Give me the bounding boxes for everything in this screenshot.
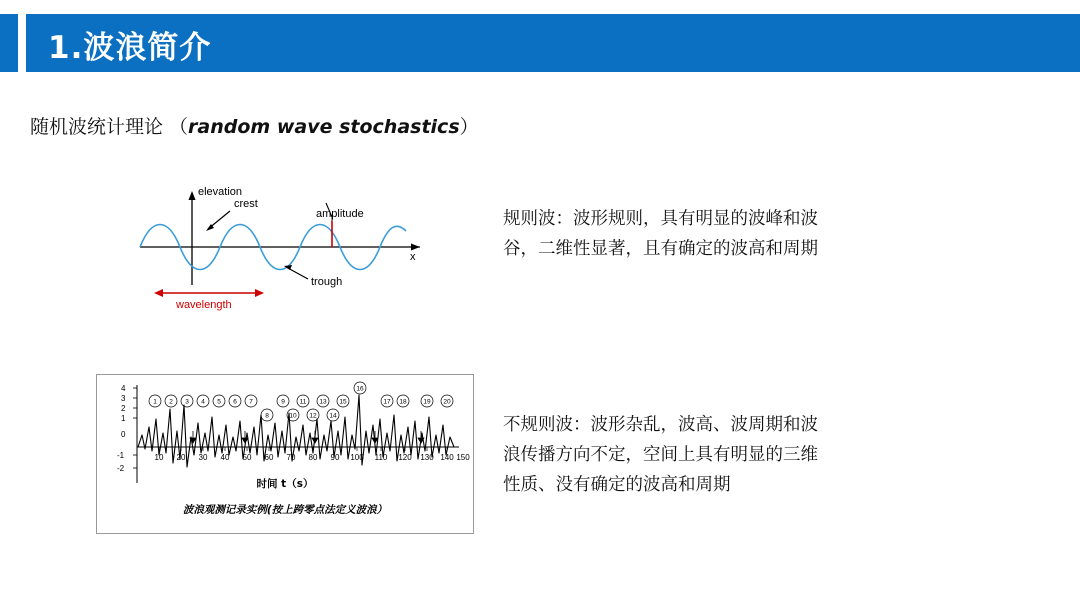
svg-text:2: 2 <box>121 404 126 413</box>
section-subtitle <box>30 112 479 139</box>
label-wavelength: wavelength <box>176 299 232 311</box>
svg-text:70: 70 <box>286 453 296 462</box>
svg-text:16: 16 <box>356 385 364 393</box>
svg-text:80: 80 <box>308 453 318 462</box>
svg-text:20: 20 <box>176 453 186 462</box>
title-accent-bar <box>18 14 26 72</box>
svg-text:14: 14 <box>329 412 337 420</box>
page-title: 1.波浪简介 <box>48 30 212 66</box>
svg-text:-2: -2 <box>117 464 125 473</box>
svg-text:4: 4 <box>201 398 205 406</box>
label-amplitude: amplitude <box>316 208 364 220</box>
svg-text:13: 13 <box>319 398 327 406</box>
svg-text:60: 60 <box>264 453 274 462</box>
svg-text:120: 120 <box>398 453 412 462</box>
svg-text:10: 10 <box>289 412 297 420</box>
svg-text:110: 110 <box>374 453 388 462</box>
svg-text:2: 2 <box>169 398 173 406</box>
svg-text:150: 150 <box>456 453 470 462</box>
svg-text:0: 0 <box>121 430 126 439</box>
regular-wave-figure <box>130 175 450 315</box>
svg-text:7: 7 <box>249 398 253 406</box>
svg-text:3: 3 <box>185 398 189 406</box>
label-elevation: elevation <box>198 186 243 198</box>
svg-text:11: 11 <box>299 398 307 406</box>
irregular-wave-figure <box>96 374 474 534</box>
svg-text:5: 5 <box>217 398 221 406</box>
svg-text:10: 10 <box>154 453 164 462</box>
irregular-wave-description: 不规则波：波形杂乱，波高、波周期和波浪传播方向不定，空间上具有明显的三维性质、没有确定的波高和周期 <box>503 415 818 495</box>
svg-text:50: 50 <box>242 453 252 462</box>
svg-text:12: 12 <box>309 412 317 420</box>
svg-text:19: 19 <box>423 398 431 406</box>
svg-text:140: 140 <box>440 453 454 462</box>
svg-text:1: 1 <box>121 414 126 423</box>
svg-text:15: 15 <box>339 398 347 406</box>
subtitle-chinese: 随机波统计理论 （ <box>30 116 189 138</box>
svg-text:90: 90 <box>330 453 340 462</box>
svg-text:20: 20 <box>443 398 451 406</box>
svg-text:-1: -1 <box>117 451 125 460</box>
svg-text:30: 30 <box>198 453 208 462</box>
svg-text:4: 4 <box>121 384 126 393</box>
regular-wave-description: 规则波：波形规则，具有明显的波峰和波谷，二维性显著，且有确定的波高和周期 <box>503 209 818 259</box>
irregular-figure-caption: 波浪观测记录实例(按上跨零点法定义波浪） <box>182 504 388 516</box>
label-crest: crest <box>234 198 258 210</box>
svg-text:8: 8 <box>265 412 269 420</box>
label-trough: trough <box>311 276 343 288</box>
svg-text:9: 9 <box>281 398 285 406</box>
svg-text:6: 6 <box>233 398 237 406</box>
subtitle-english: random wave stochastics <box>188 116 460 138</box>
svg-text:18: 18 <box>399 398 407 406</box>
svg-text:100: 100 <box>350 453 364 462</box>
svg-text:17: 17 <box>383 398 391 406</box>
subtitle-tail: ） <box>459 116 479 138</box>
irregular-x-axis-label: 时间 t（s） <box>256 478 314 490</box>
svg-text:3: 3 <box>121 394 126 403</box>
svg-text:40: 40 <box>220 453 230 462</box>
svg-text:130: 130 <box>420 453 434 462</box>
svg-text:1: 1 <box>153 398 157 406</box>
label-x-axis: x <box>410 251 416 263</box>
